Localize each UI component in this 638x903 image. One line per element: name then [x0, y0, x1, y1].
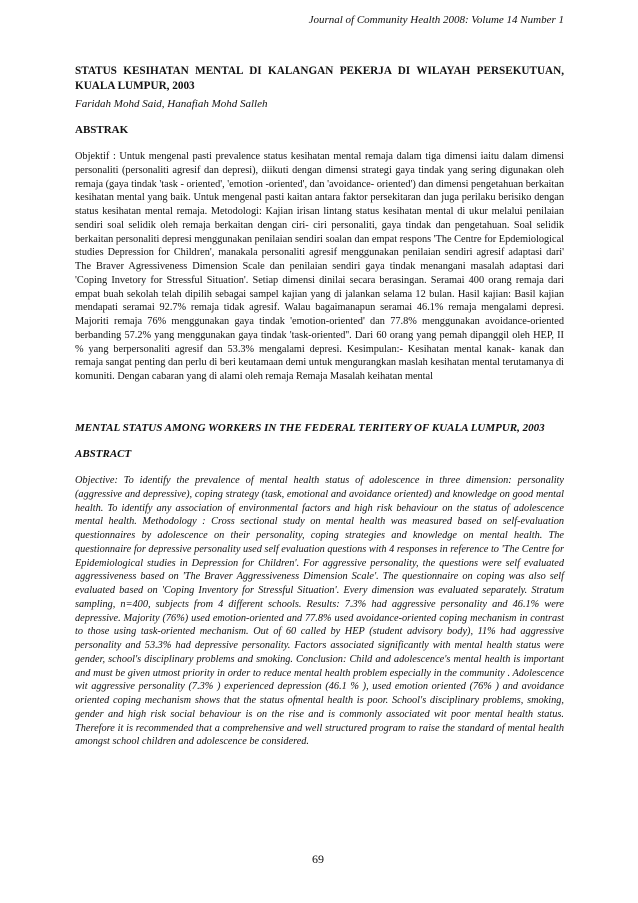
- page-number: 69: [312, 852, 324, 866]
- abstrak-heading: ABSTRAK: [75, 124, 129, 136]
- authors: Faridah Mohd Said, Hanafiah Mohd Salleh: [75, 98, 268, 110]
- english-title: MENTAL STATUS AMONG WORKERS IN THE FEDERAL TERITERY OF KUALA LUMPUR, 2003: [75, 422, 545, 434]
- malay-title: STATUS KESIHATAN MENTAL DI KALANGAN PEKERJA DI WILAYAH PERSEKUTUAN, KUALA LUMPUR, 2003: [75, 65, 564, 92]
- running-head: Journal of Community Health 2008: Volume 14 Number 1: [308, 14, 564, 26]
- abstract-body: Objective: To identify the prevalence of mental health status of adolescence in three dimension: personality (aggressive and depressive), coping strategy (task, emotional and avoidance oriented) and knowledge on good mental health. To identify any association of environmental factors and high risk behaviour on the status of adolescence mental health. Methodology : Cross sectional study on mental health was measured based on self-evaluation questionnaires by adolescence on their personality, coping strategies and knowledge on mental health. The questionnaire for depressive personality used self evaluation questions with 4 responses in reference to 'The Centre for Epidemiological studies in Depression for Children'. For aggressive personality, the questions were self evaluated aggressiveness based on 'The Braver Aggressiveness Dimension Scale'. The questionnaire on coping was also self evaluated based on 'Coping Inventory for Stressful Situation'. Every dimension was evaluated separately. Stratum sampling, n=400, subjects from 4 different schools. Results: 7.3% had aggressive personality and 46.1% were depressive. Majority (76%) used emotion-oriented and 77.8% used avoidance-oriented coping mechanism in contrast to those using task-oriented mechanism. Out of 60 called by HEP (student advisory body), 11% had aggressive personality and 53.3% had depressive personality. Factors associated significantly with mental health status were gender, school's disciplinary problems and smoking. Conclusion: Child and adolescence's mental health is important and must be given utmost priority in order to reduce mental health problem especially in the community . Adolescence wit aggressive personality (7.3% ) experienced depression (46.1 % ), used emotion oriented (76% ) and avoidance oriented coping mechanism shows that the status ofmental health is poor. School's disciplinary problems, smoking, gender and high risk social behaviour is on the rise and is commonly associated wit poor mental health status. Therefore it is recommended that a comprehensive and well structured program to raise the standard of mental health amongst school children and adolescence be considered.: [75, 475, 564, 748]
- abstrak-body: Objektif : Untuk mengenal pasti prevalence status kesihatan mental remaja dalam tiga dimensi iaitu dalam dimensi personaliti (personaliti agresif dan depresi), diikuti dengan dimensi strategi gaya tindak yang sering digunakan oleh remaja (gaya tindak 'task - oriented', 'emotion -oriented', dan 'avoidance- oriented') dan dimensi pengetahuan berkaitan kesihatan mental yang baik. Untuk mengenal pasti kaitan antara faktor persekitaran dan juga perilaku berisiko dengan status kesihatan mental remaja. Metodologi: Kajian irisan lintang status kesihatan mental di ukur melalui penilaian sendiri soal selidik oleh remaja berkaitan dengan ciri- ciri personaliti, gaya tindak dan pengetahuan. Soal selidik berkaitan personaliti depresi menggunakan penilaian sendiri soalan dan empat respons 'The Centre for Epdemiological studies Depression for Children', manakala personaliti agresif menggunakan penilaian sendiri agresif adaptasi dari' The Braver Agressiveness Dimension Scale dan penilaian sendiri gaya tindak menangani masalah adaptasi dari 'Coping Invetory for Stressful Situation'. Setiap dimensi dinilai secara berasingan. Seramai 400 orang remaja dari empat buah sekolah telah dipilih sebagai sampel kajian yang di jalankan selama 12 bulan. Hasil kajian: Basil kajian mendapati seramai 92.7% remaja tidak agresif. Walau bagaimanapun seramai 46.1% remaja mengalami depresi. Majoriti remaja 76% menggunakan gaya tindak 'emotion-oriented' dan 77.8% menggunakan avoidance-oriented berbanding 57.2% yang menggunakan gaya tindak 'task-oriented''. Dari 60 orang yang pemah dipanggil oleh HEP, II % yang berpersonaliti agresif dan 53.3% mengalami depresi. Kesimpulan:- Kesihatan mental kanak- kanak dan remaja sangat penting dan perlu di beri keutamaan demi untuk mengurangkan maslah kesihatan mental terutamanya di komuniti. Dengan cabaran yang di alami oleh remaja Remaja Masalah keihatan mental: [75, 151, 564, 382]
- abstract-heading: ABSTRACT: [75, 448, 132, 460]
